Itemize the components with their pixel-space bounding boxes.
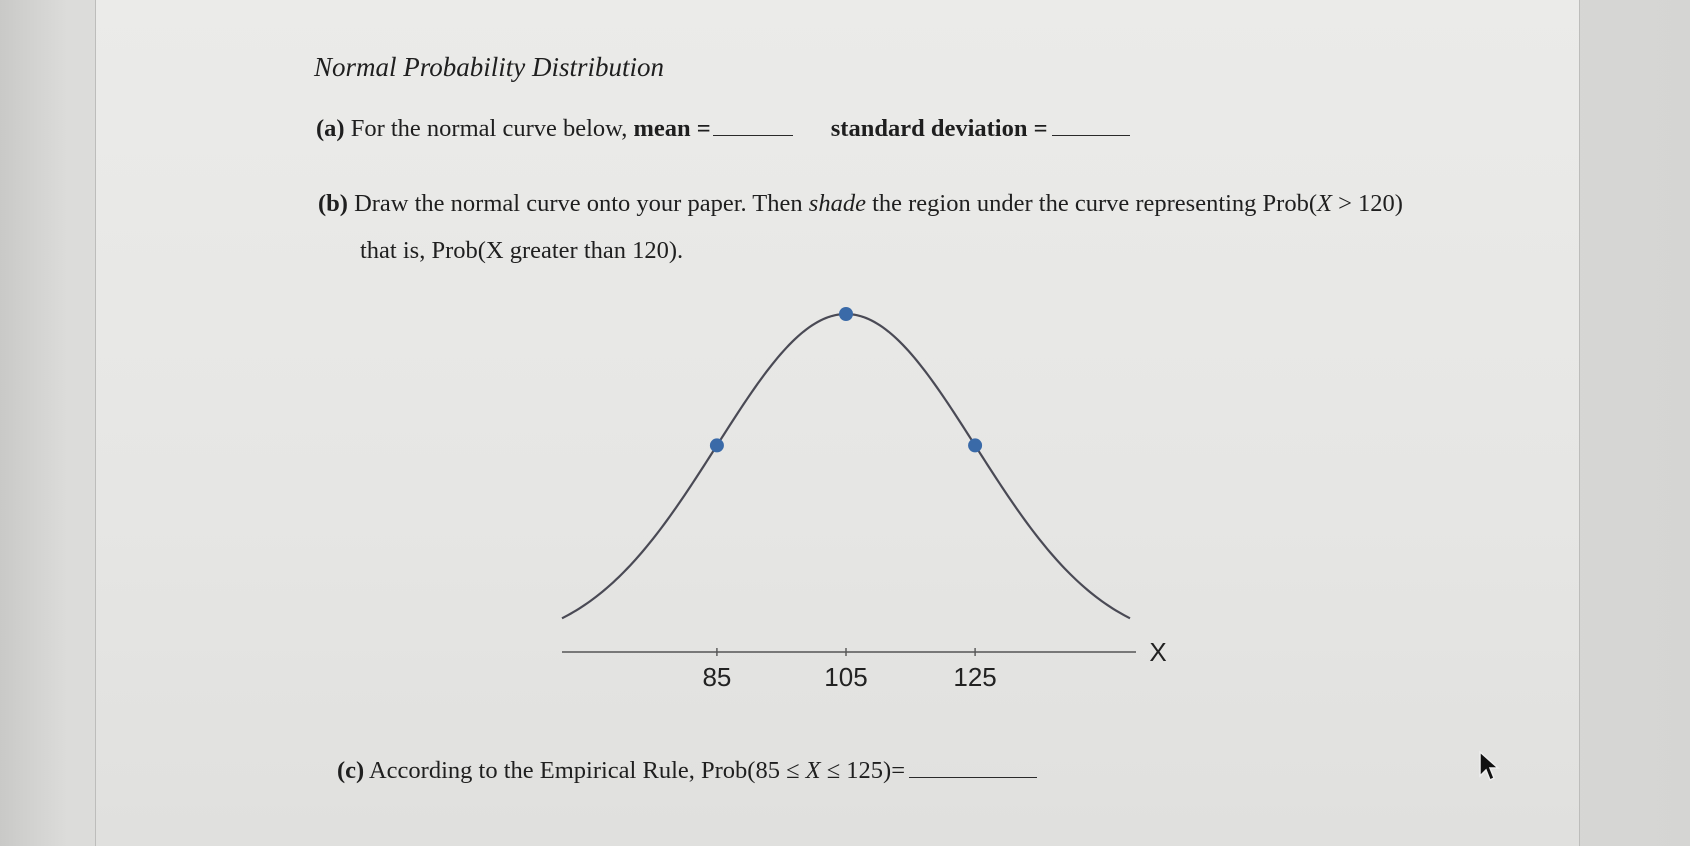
x-tick-label: 105 — [824, 662, 868, 692]
worksheet-title: Normal Probability Distribution — [314, 52, 665, 82]
normal-curve-line — [562, 314, 1130, 618]
part-c-question — [337, 757, 1037, 785]
part-a-question — [316, 115, 1130, 143]
curve-point — [710, 438, 724, 452]
part-b-emphasis: shade — [808, 190, 866, 217]
curve-point — [839, 307, 853, 321]
mouse-cursor-icon — [1478, 750, 1502, 784]
part-a-text: For the normal curve below, — [344, 115, 634, 142]
part-b-variable: X — [1317, 190, 1332, 217]
std-label: standard deviation = — [830, 115, 1048, 142]
part-b-question — [318, 190, 1403, 218]
mean-answer-blank — [713, 134, 793, 136]
tick-group — [702, 648, 996, 692]
part-b-text-3: > 120) — [1331, 190, 1403, 217]
normal-curve-chart — [540, 290, 1180, 710]
x-tick-label: 85 — [702, 662, 732, 692]
part-b-text-1: Draw the normal curve onto your paper. Then — [347, 190, 809, 217]
part-c-text-1: According to the Empirical Rule, Prob(85 ≤ — [364, 757, 806, 784]
std-answer-blank — [1052, 134, 1130, 136]
marked-points-group — [710, 307, 982, 452]
x-axis-label: X — [1149, 637, 1167, 667]
curve-point — [968, 438, 982, 452]
part-c-label: (c) — [337, 757, 365, 784]
part-b-label: (b) — [318, 190, 348, 217]
part-b-question-line-2: that is, Prob(X greater than 120). — [360, 237, 684, 264]
part-c-text-2: ≤ 125)= — [820, 757, 906, 784]
probability-answer-blank — [909, 776, 1037, 778]
part-b-text-2: the region under the curve representing Prob( — [865, 190, 1318, 217]
part-a-label: (a) — [316, 115, 345, 142]
x-tick-label: 125 — [953, 662, 997, 692]
part-c-variable: X — [805, 757, 821, 784]
mean-label: mean = — [633, 115, 711, 142]
